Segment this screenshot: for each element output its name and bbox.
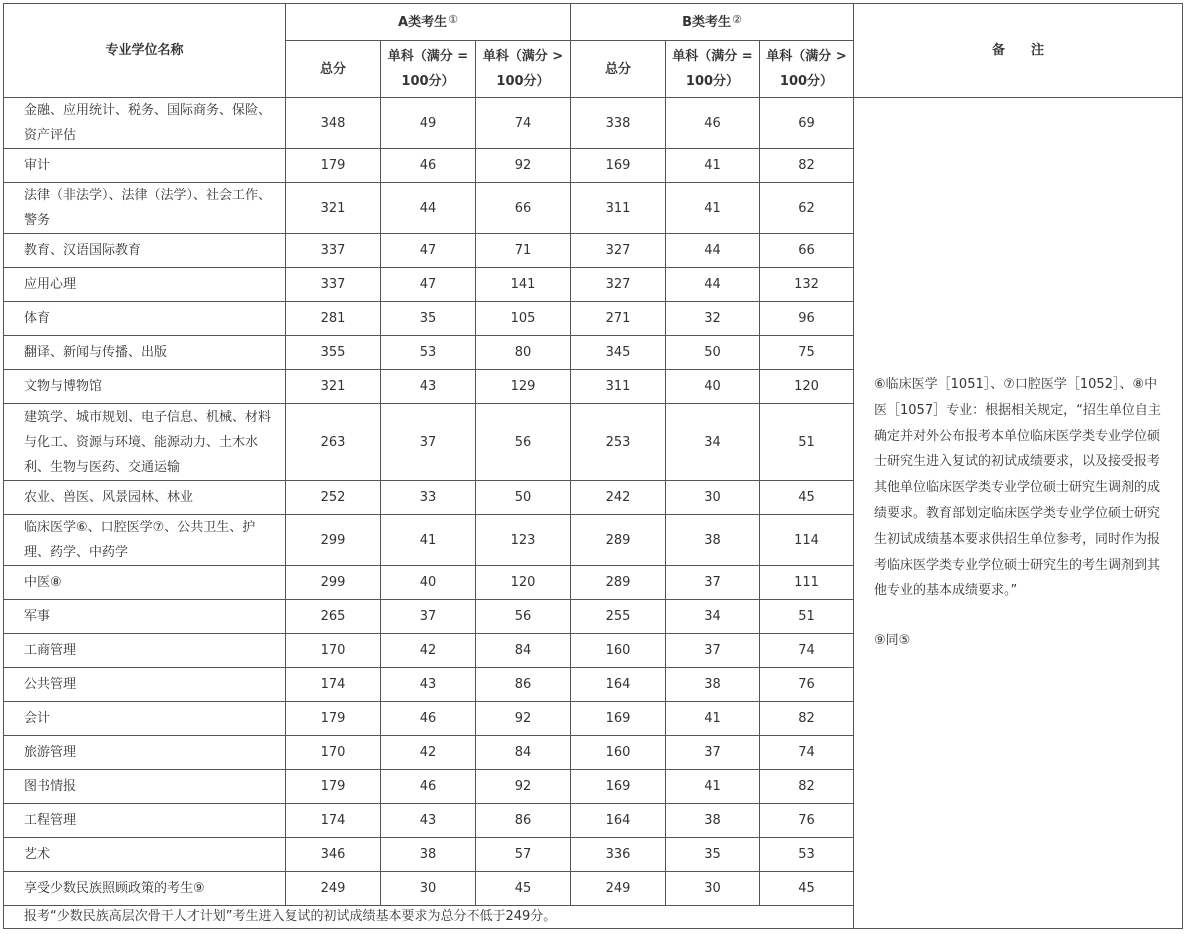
major-name-cell: 图书情报 [4,770,286,804]
header-a-single-100: 单科（满分 = 100分） [381,41,476,98]
b-total-cell: 289 [571,515,666,566]
b-single-100-cell: 44 [666,234,760,268]
a-single-100-cell: 43 [381,668,476,702]
a-single-100-cell: 41 [381,515,476,566]
major-name-cell: 会计 [4,702,286,736]
b-single-gt100-cell: 74 [760,736,854,770]
major-name-cell: 工程管理 [4,804,286,838]
major-name-cell: 农业、兽医、风景园林、林业 [4,481,286,515]
group-b-mark: ② [732,12,742,26]
a-total-cell: 179 [286,149,381,183]
a-single-gt100-cell: 50 [476,481,571,515]
b-single-100-cell: 41 [666,702,760,736]
major-name-cell: 享受少数民族照顾政策的考生⑨ [4,872,286,906]
a-single-gt100-cell: 57 [476,838,571,872]
remark-paragraph: ⑨同⑤ [874,633,911,649]
a-single-gt100-cell: 84 [476,736,571,770]
a-total-cell: 174 [286,668,381,702]
a-total-cell: 346 [286,838,381,872]
a-single-100-cell: 46 [381,702,476,736]
b-total-cell: 242 [571,481,666,515]
remark-cell [854,98,1183,929]
a-single-gt100-cell: 84 [476,634,571,668]
a-single-100-cell: 49 [381,98,476,149]
b-total-cell: 327 [571,234,666,268]
remark-paragraph: ⑥临床医学［1051］、⑦口腔医学［1052］、⑧中医［1057］专业：根据相关规定，“招生单位自主确定并对外公布报考本单位临床医学类专业学位硕士研究生进入复试的初试成绩要求，以及接受报考其他单位临床医学类专业学位硕士研究生调剂的成绩要求。教育部划定临床医学类专业学位硕士研究生初试成绩基本要求供招生单位参考，同时作为报考临床医学类专业学位硕士研究生的考生调剂到其他专业的基本成绩要求。” [874,377,1161,599]
b-single-gt100-cell: 82 [760,770,854,804]
b-single-100-cell: 37 [666,736,760,770]
a-single-gt100-cell: 71 [476,234,571,268]
b-total-cell: 289 [571,566,666,600]
major-name-cell: 军事 [4,600,286,634]
a-single-100-cell: 42 [381,736,476,770]
b-single-gt100-cell: 66 [760,234,854,268]
major-name-cell: 翻译、新闻与传播、出版 [4,336,286,370]
b-total-cell: 164 [571,804,666,838]
b-single-gt100-cell: 51 [760,404,854,481]
b-single-gt100-cell: 51 [760,600,854,634]
a-total-cell: 337 [286,234,381,268]
b-single-100-cell: 35 [666,838,760,872]
b-total-cell: 345 [571,336,666,370]
b-single-100-cell: 30 [666,872,760,906]
a-total-cell: 281 [286,302,381,336]
major-name-cell: 金融、应用统计、税务、国际商务、保险、资产评估 [4,98,286,149]
a-single-gt100-cell: 45 [476,872,571,906]
b-total-cell: 253 [571,404,666,481]
b-single-100-cell: 32 [666,302,760,336]
header-major-name: 专业学位名称 [4,4,286,98]
b-total-cell: 336 [571,838,666,872]
b-single-100-cell: 41 [666,770,760,804]
b-single-gt100-cell: 82 [760,702,854,736]
b-total-cell: 164 [571,668,666,702]
b-single-100-cell: 30 [666,481,760,515]
a-single-100-cell: 38 [381,838,476,872]
major-name-cell: 文物与博物馆 [4,370,286,404]
a-total-cell: 321 [286,370,381,404]
b-single-100-cell: 37 [666,634,760,668]
a-single-gt100-cell: 86 [476,804,571,838]
b-single-gt100-cell: 132 [760,268,854,302]
major-name-cell: 审计 [4,149,286,183]
b-single-gt100-cell: 53 [760,838,854,872]
score-table [3,3,1183,929]
header-row-1 [4,4,1183,41]
a-single-gt100-cell: 92 [476,149,571,183]
a-total-cell: 263 [286,404,381,481]
header-b-single-100: 单科（满分 = 100分） [666,41,760,98]
b-single-100-cell: 38 [666,515,760,566]
b-single-100-cell: 41 [666,149,760,183]
major-name-cell: 临床医学⑥、口腔医学⑦、公共卫生、护理、药学、中药学 [4,515,286,566]
b-single-100-cell: 34 [666,404,760,481]
a-single-gt100-cell: 74 [476,98,571,149]
b-single-gt100-cell: 45 [760,872,854,906]
b-total-cell: 169 [571,770,666,804]
a-single-100-cell: 43 [381,370,476,404]
header-b-single-gt100: 单科（满分 > 100分） [760,41,854,98]
a-single-100-cell: 46 [381,770,476,804]
b-single-gt100-cell: 76 [760,668,854,702]
major-name-cell: 教育、汉语国际教育 [4,234,286,268]
b-total-cell: 311 [571,183,666,234]
b-single-100-cell: 41 [666,183,760,234]
a-total-cell: 321 [286,183,381,234]
a-total-cell: 174 [286,804,381,838]
a-total-cell: 252 [286,481,381,515]
major-name-cell: 中医⑧ [4,566,286,600]
a-single-gt100-cell: 123 [476,515,571,566]
a-total-cell: 170 [286,634,381,668]
a-single-gt100-cell: 120 [476,566,571,600]
a-total-cell: 299 [286,566,381,600]
table-row [4,98,1183,149]
major-name-cell: 体育 [4,302,286,336]
b-total-cell: 249 [571,872,666,906]
a-total-cell: 170 [286,736,381,770]
a-single-gt100-cell: 92 [476,770,571,804]
a-single-100-cell: 33 [381,481,476,515]
major-name-cell: 法律（非法学）、法律（法学）、社会工作、警务 [4,183,286,234]
footnote: 报考“少数民族高层次骨干人才计划”考生进入复试的初试成绩基本要求为总分不低于249分。 [4,906,854,929]
b-single-100-cell: 37 [666,566,760,600]
header-remark: 备 注 [854,4,1183,98]
a-single-gt100-cell: 80 [476,336,571,370]
b-single-gt100-cell: 75 [760,336,854,370]
b-single-100-cell: 38 [666,804,760,838]
remark-gap [874,604,1162,628]
major-name-cell: 艺术 [4,838,286,872]
a-total-cell: 249 [286,872,381,906]
header-a-total: 总分 [286,41,381,98]
a-single-100-cell: 47 [381,234,476,268]
b-single-gt100-cell: 69 [760,98,854,149]
a-single-gt100-cell: 56 [476,404,571,481]
header-group-b: B类考生② [571,4,854,41]
b-single-gt100-cell: 114 [760,515,854,566]
b-single-100-cell: 44 [666,268,760,302]
a-total-cell: 265 [286,600,381,634]
b-total-cell: 169 [571,702,666,736]
a-single-gt100-cell: 105 [476,302,571,336]
b-single-gt100-cell: 82 [760,149,854,183]
a-single-100-cell: 37 [381,404,476,481]
b-single-100-cell: 34 [666,600,760,634]
a-single-100-cell: 30 [381,872,476,906]
b-single-gt100-cell: 45 [760,481,854,515]
group-a-mark: ① [448,12,458,26]
header-a-single-gt100: 单科（满分 > 100分） [476,41,571,98]
a-total-cell: 179 [286,702,381,736]
a-total-cell: 337 [286,268,381,302]
a-total-cell: 355 [286,336,381,370]
a-single-100-cell: 40 [381,566,476,600]
a-single-gt100-cell: 86 [476,668,571,702]
major-name-cell: 公共管理 [4,668,286,702]
major-name-cell: 旅游管理 [4,736,286,770]
b-single-100-cell: 50 [666,336,760,370]
a-single-gt100-cell: 141 [476,268,571,302]
b-total-cell: 338 [571,98,666,149]
b-single-gt100-cell: 96 [760,302,854,336]
b-single-gt100-cell: 62 [760,183,854,234]
a-single-100-cell: 43 [381,804,476,838]
a-total-cell: 179 [286,770,381,804]
a-single-100-cell: 42 [381,634,476,668]
b-total-cell: 160 [571,736,666,770]
b-single-gt100-cell: 111 [760,566,854,600]
a-single-gt100-cell: 129 [476,370,571,404]
a-single-100-cell: 47 [381,268,476,302]
major-name-cell: 工商管理 [4,634,286,668]
a-total-cell: 348 [286,98,381,149]
b-total-cell: 327 [571,268,666,302]
b-single-gt100-cell: 76 [760,804,854,838]
a-total-cell: 299 [286,515,381,566]
b-total-cell: 271 [571,302,666,336]
header-b-total: 总分 [571,41,666,98]
b-single-100-cell: 38 [666,668,760,702]
a-single-gt100-cell: 56 [476,600,571,634]
b-single-gt100-cell: 74 [760,634,854,668]
a-single-100-cell: 53 [381,336,476,370]
major-name-cell: 建筑学、城市规划、电子信息、机械、材料与化工、资源与环境、能源动力、土木水利、生物与医药、交通运输 [4,404,286,481]
major-name-cell: 应用心理 [4,268,286,302]
b-total-cell: 160 [571,634,666,668]
b-single-gt100-cell: 120 [760,370,854,404]
a-single-100-cell: 46 [381,149,476,183]
a-single-100-cell: 44 [381,183,476,234]
b-total-cell: 169 [571,149,666,183]
a-single-gt100-cell: 66 [476,183,571,234]
b-total-cell: 255 [571,600,666,634]
a-single-100-cell: 35 [381,302,476,336]
b-single-100-cell: 46 [666,98,760,149]
b-total-cell: 311 [571,370,666,404]
b-single-100-cell: 40 [666,370,760,404]
a-single-gt100-cell: 92 [476,702,571,736]
a-single-100-cell: 37 [381,600,476,634]
header-group-a: A类考生① [286,4,571,41]
